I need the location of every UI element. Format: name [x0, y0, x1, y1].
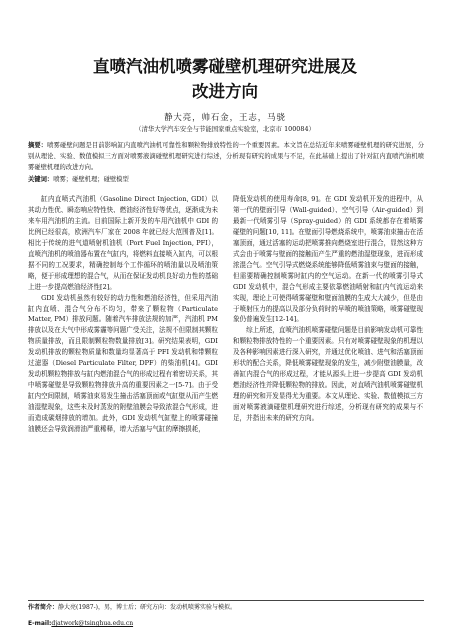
author-footnote	[28, 603, 424, 612]
body-column-right	[233, 194, 423, 424]
paragraph: GDI 发动机虽然有较好的动力性和燃油经济性，但采用汽油缸内直喷、混合气分布不均匀，带来了颗粒物（Particulate Matter, PM）排放问题。随着汽车排放法规的加严，汽油机 PM 排放以及在大气中形成雾霾等问题广受关注，法规不但限制其颗粒物质量排放，而且限制颗粒物数量排放[3]。研究结果表明，GDI 发动机排放的颗粒物质量和数量均显著高于 PFI 发动机和带颗粒过滤器（Diesel Particulate Filter, DPF）的柴油机[4]。GDI 发动机颗粒物排放与缸内燃油混合气的形成过程有着密切关系，其中喷雾碰壁是导致颗粒物排放升高的重要因素之一[5-7]。由于受缸内空间限制，喷雾油束易发生撞击活塞顶面或气缸壁从而产生燃油湿壁现象，这些未及时蒸发的附壁油膜会导致浓混合气形成，进而造成碳烟排放的增加。此外，GDI 发动机气缸壁上的喷雾碰撞油膜还会导致润滑油严重稀释，增大活塞与气缸的摩擦损耗，	[28, 293, 218, 434]
keywords-label: 关键词：	[28, 176, 54, 183]
abstract	[28, 141, 424, 173]
email-label: E-mail:	[28, 620, 52, 627]
footnote-label: 作者简介：	[28, 604, 59, 611]
paragraph: 综上所述，直喷汽油机喷雾碰壁问题是目前影响发动机可靠性和颗粒物排放特性的一个重要因素。只有对喷雾碰壁现象的机理以及各种影响因素进行深入研究，并通过优化喷油、进气和活塞顶面形状的配合关系，降低喷雾碰壁现象的发生，减少附壁油膜量，改善缸内混合气的形成过程，才能从源头上进一步提高 GDI 发动机燃油经济性并降低颗粒物的排放。因此，对直喷汽油机喷雾碰壁机理的研究和开发显得尤为重要。本文从理论、实验、数值模拟三方面对喷雾液滴碰壁机理研究进行综述，分析现有研究的成果与不足，并指出未来的研究方向。	[233, 326, 423, 423]
affiliation: （清华大学汽车安全与节能国家重点实验室，北京市 100084）	[135, 125, 315, 133]
title-line-2: 改进方向	[192, 82, 258, 101]
author-list: 静大亮，帅石金，王志，马骁	[164, 112, 286, 122]
keywords	[28, 175, 424, 186]
paper-title	[30, 54, 420, 104]
paragraph: 降低发动机的使用寿命[8, 9]。在 GDI 发动机开发的进程中，从第一代的壁面引导（Wall-guided）、空气引导（Air-guided）到最新一代喷雾引导（Spray-guided）的 GDI 系统都存在着喷雾碰壁的问题[10, 11]。在壁面引导燃烧系统中，喷雾油束撞击在活塞顶面，通过活塞的运动把喷雾推向燃烧室进行混合，显然这种方式会由于喷雾与壁面的接触而产生严重的燃油湿壁现象，进而形成浓混合气。空气引导式燃烧系统能够降低喷雾油束与壁面的接触，但需要精确控制喷雾时缸内的空气运动。在新一代的喷雾引导式 GDI 发动机中，混合气形成主要依靠燃油喷射和缸内气流运动来实现，理论上可使得喷雾碰壁和壁面油膜的生成大大减少，但是由于喷射压力的提高以及部分负荷时的早喷的喷油策略，喷雾碰壁现象仍普遍发生[12-14]。	[233, 195, 423, 324]
keywords-text: 喷雾；碰壁机理；碰壁模型	[53, 176, 129, 183]
abstract-label: 摘要：	[28, 142, 48, 149]
email-link[interactable]: djatwork@tsinghua.edu.cn	[51, 620, 134, 627]
abstract-text: 喷雾碰壁问题是目前影响缸内直喷汽油机可靠性和颗粒物排放特性的一个重要因素。本文旨在总结近年来喷雾碰壁机理的研究进展，分别从理论、实验、数值模拟三方面对喷雾液滴碰壁机理研究进行综述，分析现有研究的成果与不足，在此基础上提出了针对缸内直喷汽油机喷雾碰壁机理的改进方向。	[28, 142, 425, 171]
footnote-divider	[28, 600, 424, 601]
footnote-text: 静大亮(1987-)，男，博士后；研究方向：发动机喷雾实验与模拟。	[58, 604, 236, 611]
body-column-left	[28, 194, 218, 435]
email-footnote	[28, 619, 424, 628]
title-line-1: 直喷汽油机喷雾碰壁机理研究进展及	[93, 57, 357, 76]
paragraph: 缸内直喷式汽油机（Gasoline Direct Injection, GDI）以其动力性优、瞬态响应特性快、燃油经济性好等优点，逐渐成为未来车用汽油机的主流。目前国际上新开发的车用汽油机中 GDI 的比例已经很高，欧洲汽车厂家在 2008 年就已经大范围普及[1]。相比于传统的进气道喷射机油机（Port Fuel Injection, PFI），直喷汽油机的喷油器布置在气缸内，将燃料直接喷入缸内，可以根据不同的工况要求，精确控制每个工作循环的喷油量以及喷油策略，便于形成理想的混合气，从而在保证发动机良好动力性的基础上进一步提高燃油经济性[2]。	[28, 195, 218, 291]
